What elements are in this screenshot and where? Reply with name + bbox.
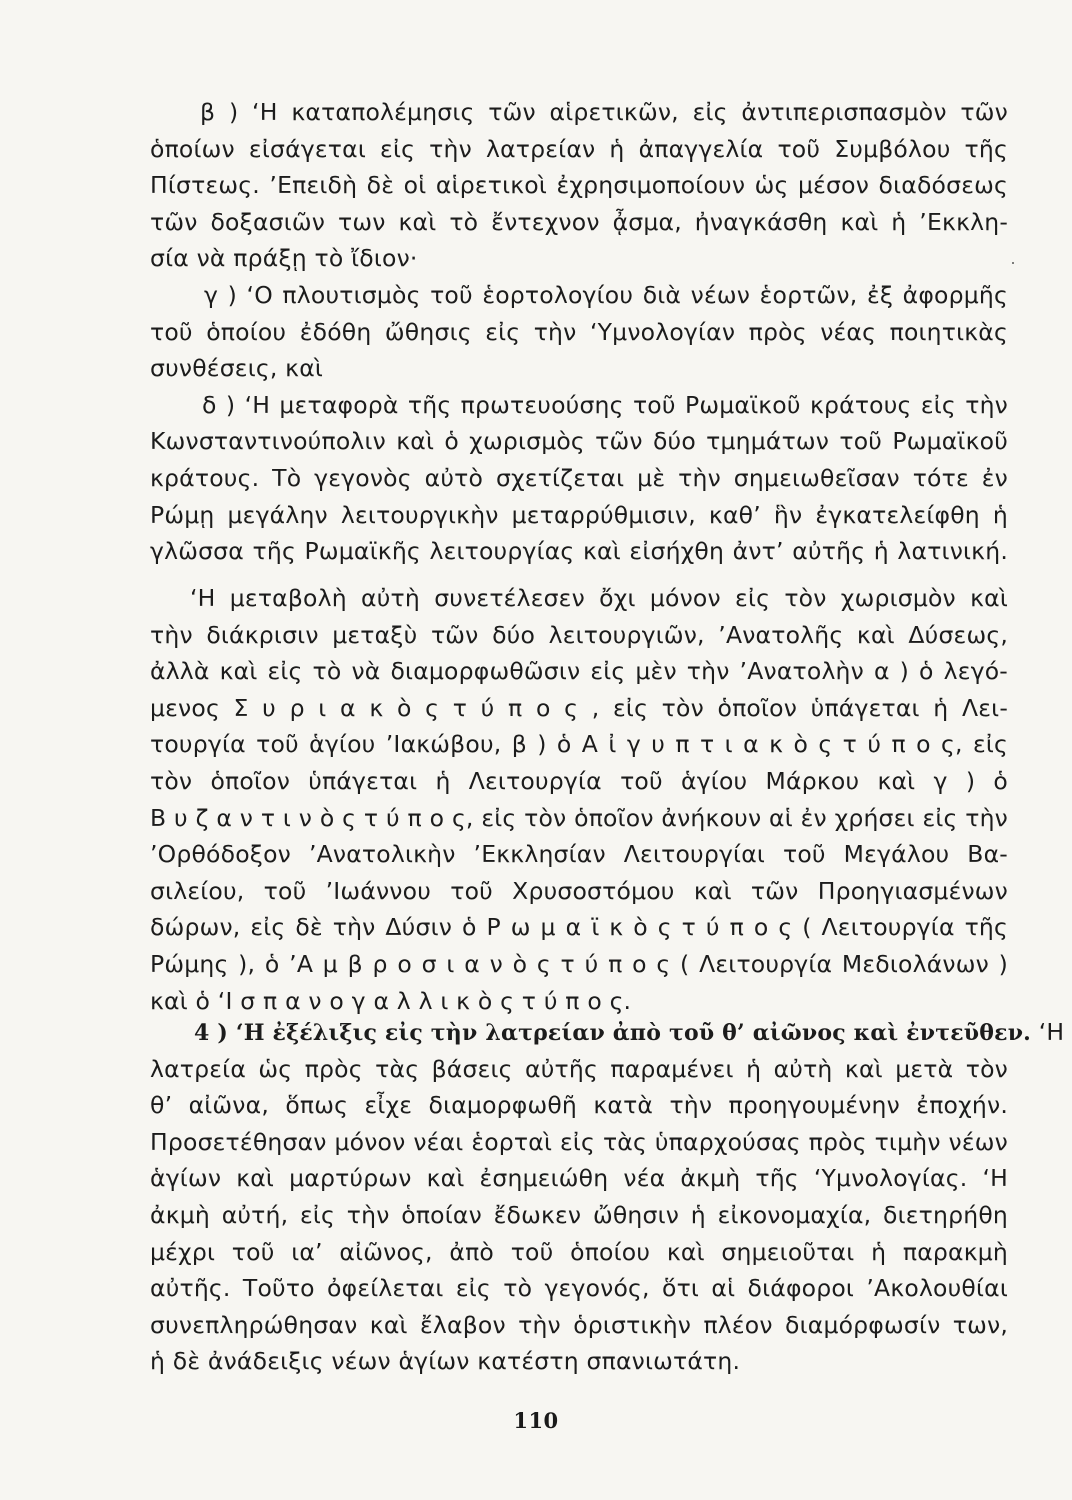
- text-line: τῶν δοξασιῶν των καὶ τὸ ἔντεχνον ᾆσμα, ἠναγκάσθη καὶ ἡ ’Εκκλη-: [150, 207, 1008, 236]
- paragraph-items-b-to-d: [150, 94, 1008, 570]
- text-line: Προσετέθησαν μόνον νέαι ἑορταὶ εἰς τὰς ὑπαρχούσας πρὸς τιμὴν νέων: [150, 1127, 1008, 1156]
- text-line: δ ) ‘Η μεταφορὰ τῆς πρωτευούσης τοῦ Ρωμαϊκοῦ κράτους εἰς τὴν: [202, 390, 1008, 419]
- text-line: ἀλλὰ καὶ εἰς τὸ νὰ διαμορφωθῶσιν εἰς μὲν τὴν ’Ανατολὴν α ) ὁ λεγό-: [150, 657, 1008, 686]
- text-line: ὁποίων εἰσάγεται εἰς τὴν λατρείαν ἡ ἀπαγγελία τοῦ Συμβόλου τῆς: [150, 134, 1008, 163]
- text-line: τουργία τοῦ ἁγίου ’Ιακώβου, β ) ὁ Α ἰ γ υ π τ ι α κ ὸ ς τ ύ π ο ς, εἰς: [150, 730, 1008, 759]
- section-4: [150, 1014, 1065, 1380]
- text-line: λατρεία ὡς πρὸς τὰς βάσεις αὐτῆς παραμένει ἡ αὐτὴ καὶ μετὰ τὸν: [150, 1054, 1008, 1083]
- text-line: γ ) ‘Ο πλουτισμὸς τοῦ ἑορτολογίου διὰ νέων ἑορτῶν, ἐξ ἀφορμῆς: [204, 280, 1008, 309]
- section-heading-line: [150, 1014, 1065, 1051]
- text-line: ’Ορθόδοξον ’Ανατολικὴν ’Εκκλησίαν Λειτουργίαι τοῦ Μεγάλου Βα-: [150, 840, 1008, 869]
- text-line: ἀκμὴ αὐτή, εἰς τὴν ὁποίαν ἔδωκεν ὤθησιν ἡ εἰκονομαχία, διετηρήθη: [150, 1200, 1008, 1229]
- text-line: τὸν ὁποῖον ὑπάγεται ἡ Λειτουργία τοῦ ἁγίου Μάρκου καὶ γ ) ὁ: [150, 766, 1008, 795]
- text-line: καὶ ὁ ‘Ι σ π α ν ο γ α λ λ ι κ ὸ ς τ ύ π ο ς.: [150, 986, 632, 1015]
- text-line: ἡ δὲ ἀνάδειξις νέων ἁγίων κατέστη σπανιωτάτη.: [150, 1347, 741, 1376]
- text-line: θ’ αἰῶνα, ὅπως εἶχε διαμορφωθῆ κατὰ τὴν προηγουμένην ἐποχήν.: [150, 1091, 1008, 1120]
- page-number: 110: [513, 1408, 559, 1433]
- text-line: κράτους. Τὸ γεγονὸς αὐτὸ σχετίζεται μὲ τὴν σημειωθεῖσαν τότε ἐν: [150, 463, 1008, 492]
- text-line: ἁγίων καὶ μαρτύρων καὶ ἐσημειώθη νέα ἀκμὴ τῆς ‘Υμνολογίας. ‘Η: [150, 1164, 1008, 1193]
- text-line: μέχρι τοῦ ια’ αἰῶνος, ἀπὸ τοῦ ὁποίου καὶ σημειοῦται ἡ παρακμὴ: [150, 1237, 1008, 1266]
- paragraph-liturgical-types: [150, 580, 1008, 1019]
- text-line: Ρώμης ), ὁ ’Α μ β ρ ο σ ι α ν ὸ ς τ ύ π ο ς ( Λειτουργία Μεδιολάνων ): [150, 949, 1008, 978]
- text-line: γλῶσσα τῆς Ρωμαϊκῆς λειτουργίας καὶ εἰσήχθη ἀντ’ αὐτῆς ἡ λατινική.: [150, 537, 1008, 566]
- text-line: αὐτῆς. Τοῦτο ὀφείλεται εἰς τὸ γεγονός, ὅτι αἱ διάφοροι ’Ακολουθίαι: [150, 1274, 1008, 1303]
- text-line: σία νὰ πράξῃ τὸ ἴδιον·: [150, 244, 418, 273]
- text-line: τοῦ ὁποίου ἐδόθη ὤθησις εἰς τὴν ‘Υμνολογίαν πρὸς νέας ποιητικὰς: [150, 317, 1008, 346]
- text-line: σιλείου, τοῦ ’Ιωάννου τοῦ Χρυσοστόμου καὶ τῶν Προηγιασμένων: [150, 876, 1008, 905]
- text-line: Πίστεως. ’Επειδὴ δὲ οἱ αἱρετικοὶ ἐχρησιμοποίουν ὡς μέσον διαδόσεως: [150, 171, 1008, 200]
- text-line: συνθέσεις, καὶ: [150, 354, 324, 383]
- paper-speck: [1012, 262, 1014, 264]
- text-line: β ) ‘Η καταπολέμησις τῶν αἱρετικῶν, εἰς ἀντιπερισπασμὸν τῶν: [200, 98, 1008, 126]
- text-line: Κωνσταντινούπολιν καὶ ὁ χωρισμὸς τῶν δύο τμημάτων τοῦ Ρωμαϊκοῦ: [150, 427, 1008, 456]
- text-line: τὴν διάκρισιν μεταξὺ τῶν δύο λειτουργιῶν, ’Ανατολῆς καὶ Δύσεως,: [150, 620, 1008, 649]
- text-line: ‘Η μεταβολὴ αὐτὴ συνετέλεσεν ὄχι μόνον εἰς τὸν χωρισμὸν καὶ: [190, 584, 1008, 612]
- section-heading-tail: ‘Η: [1031, 1018, 1065, 1046]
- text-line: συνεπληρώθησαν καὶ ἔλαβον τὴν ὁριστικὴν πλέον διαμόρφωσίν των,: [150, 1310, 1008, 1339]
- text-line: μενος Σ υ ρ ι α κ ὸ ς τ ύ π ο ς , εἰς τὸν ὁποῖον ὑπάγεται ἡ Λει-: [150, 693, 1008, 722]
- text-line: Β υ ζ α ν τ ι ν ὸ ς τ ύ π ο ς, εἰς τὸν ὁποῖον ἀνήκουν αἱ ἐν χρήσει εἰς τὴν: [150, 803, 1008, 832]
- text-line: δώρων, εἰς δὲ τὴν Δύσιν ὁ Ρ ω μ α ϊ κ ὸ ς τ ύ π ο ς ( Λειτουργία τῆς: [150, 913, 1008, 942]
- section-heading: 4 ) ‘Η ἐξέλιξις εἰς τὴν λατρείαν ἀπὸ τοῦ θ’ αἰῶνος καὶ ἐντεῦθεν.: [194, 1020, 1032, 1046]
- text-line: Ρώμῃ μεγάλην λειτουργικὴν μεταρρύθμισιν, καθ’ ἣν ἐγκατελείφθη ἡ: [150, 500, 1008, 529]
